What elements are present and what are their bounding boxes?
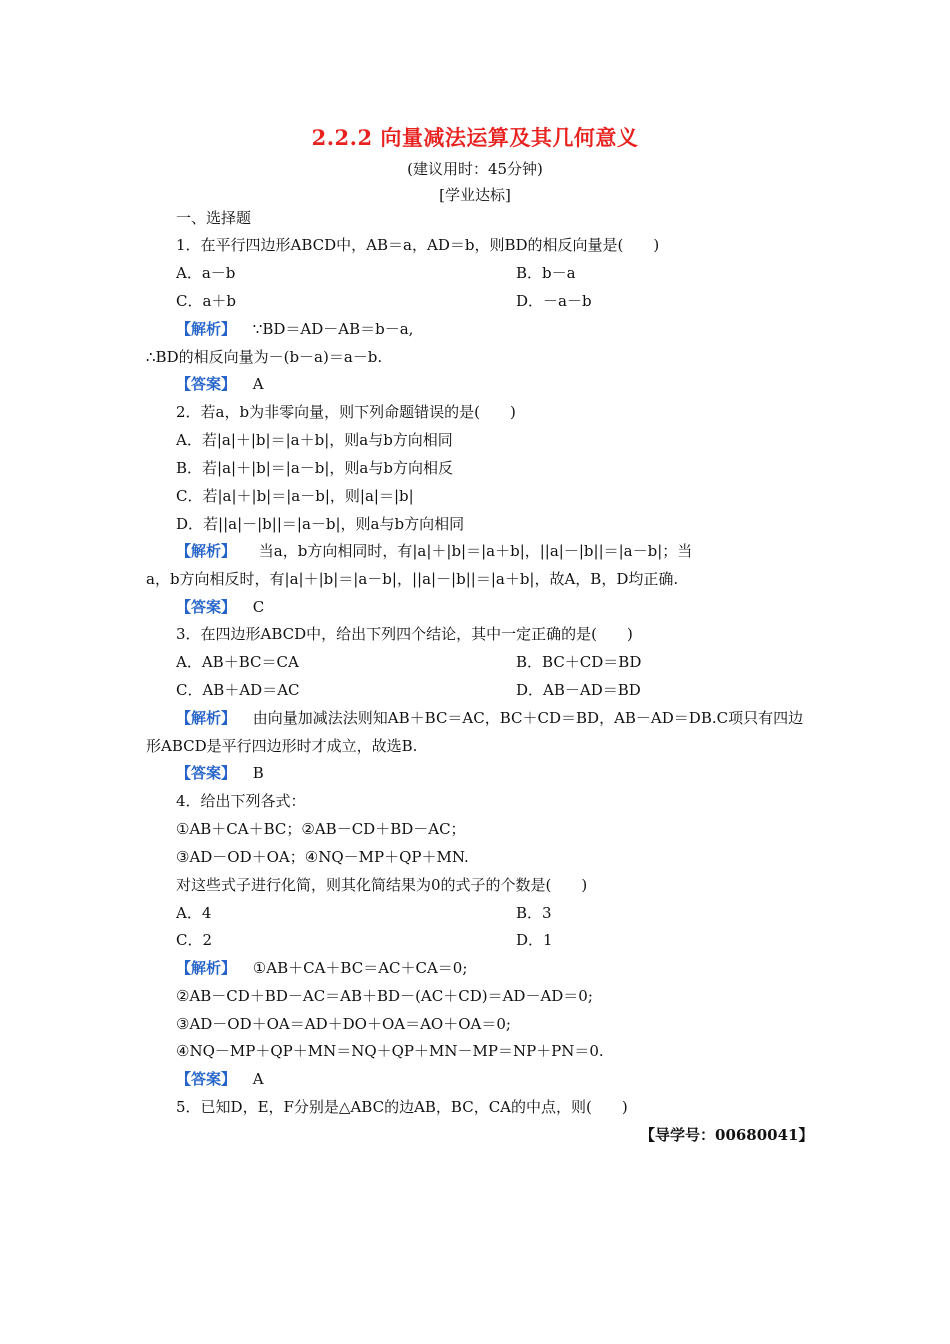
page-title: 2.2.2 向量减法运算及其几何意义 <box>311 125 639 150</box>
analysis-tag: 【解析】 <box>176 959 237 977</box>
q4-formula-2: ③AD－OD＋OA；④NQ－MP＋QP＋MN. <box>176 848 469 866</box>
q2-option-c: C．若|a|＋|b|＝|a－b|，则|a|＝|b| <box>176 487 414 505</box>
q4-answer: A <box>252 1070 264 1088</box>
q4-analysis-line1 <box>176 958 467 978</box>
q2-analysis-line2: a，b方向相反时，有|a|＋|b|＝|a－b|，||a|－|b||＝|a＋b|，故A，B，D均正确. <box>146 570 679 588</box>
q3-option-a: A．AB＋BC＝CA <box>176 653 299 671</box>
q2-answer: C <box>252 598 265 616</box>
q1-option-c: C．a＋b <box>176 292 237 310</box>
time-note: (建议用时：45分钟) <box>407 160 543 178</box>
q1-stem: 1．在平行四边形ABCD中，AB＝a，AD＝b，则BD的相反向量是( ) <box>176 236 660 254</box>
answer-tag: 【答案】 <box>176 375 237 393</box>
q1-answer: A <box>252 375 264 393</box>
q3-answer-line <box>176 763 264 783</box>
q4-option-d: D．1 <box>516 931 553 949</box>
q3-analysis-text1: 由向量加减法法则知AB＋BC＝AC，BC＋CD＝BD，AB－AD＝DB.C项只有四边 <box>252 709 804 727</box>
q4-answer-line <box>176 1069 264 1089</box>
analysis-tag: 【解析】 <box>176 542 237 560</box>
q4-formula-1: ①AB＋CA＋BC；②AB－CD＋BD－AC； <box>176 820 466 838</box>
q4-option-c: C．2 <box>176 931 213 949</box>
q2-option-b: B．若|a|＋|b|＝|a－b|，则a与b方向相反 <box>176 459 453 477</box>
analysis-tag: 【解析】 <box>176 709 237 727</box>
q2-stem: 2．若a，b为非零向量，则下列命题错误的是( ) <box>176 403 516 421</box>
q2-answer-line <box>176 597 264 617</box>
q4-option-a: A．4 <box>176 904 212 922</box>
q2-analysis-text1: 当a，b方向相同时，有|a|＋|b|＝|a＋b|，||a|－|b||＝|a－b|；当 <box>258 542 693 560</box>
q3-option-b: B．BC＋CD＝BD <box>516 653 642 671</box>
q1-analysis-line2: ∴BD的相反向量为－(b－a)＝a－b. <box>146 348 383 366</box>
q2-analysis-line1 <box>176 541 692 561</box>
q5-stem: 5．已知D，E，F分别是△ABC的边AB，BC，CA的中点，则( ) <box>176 1098 628 1116</box>
q4-analysis-line3: ③AD－OD＋OA＝AD＋DO＋OA＝AO＋OA＝0; <box>176 1015 511 1033</box>
q3-answer: B <box>252 764 264 782</box>
q4-analysis-text1: ①AB＋CA＋BC＝AC＋CA＝0; <box>252 959 468 977</box>
answer-tag: 【答案】 <box>176 598 237 616</box>
q3-option-c: C．AB＋AD＝AC <box>176 681 300 699</box>
q1-answer-line <box>176 374 264 394</box>
q2-option-d: D．若||a|－|b||＝|a－b|，则a与b方向相同 <box>176 515 465 533</box>
q4-analysis-line2: ②AB－CD＋BD－AC＝AB＋BD－(AC＋CD)＝AD－AD＝0; <box>176 987 593 1005</box>
answer-tag: 【答案】 <box>176 1070 237 1088</box>
q1-option-d: D．－a－b <box>516 292 592 310</box>
q4-stem: 4．给出下列各式： <box>176 792 306 810</box>
q1-option-b: B．b－a <box>516 264 576 282</box>
q2-option-a: A．若|a|＋|b|＝|a＋b|，则a与b方向相同 <box>176 431 453 449</box>
q1-analysis-line1 <box>176 319 413 339</box>
guide-number: 【导学号：00680041】 <box>640 1126 814 1144</box>
q4-analysis-line4: ④NQ－MP＋QP＋MN＝NQ＋QP＋MN－MP＝NP＋PN＝0. <box>176 1042 604 1060</box>
q3-analysis-line1 <box>176 708 803 728</box>
q4-option-b: B．3 <box>516 904 552 922</box>
part-heading: 一、选择题 <box>176 209 252 227</box>
q3-stem: 3．在四边形ABCD中，给出下列四个结论，其中一定正确的是( ) <box>176 625 633 643</box>
q3-option-d: D．AB－AD＝BD <box>516 681 641 699</box>
q3-analysis-line2: 形ABCD是平行四边形时才成立，故选B. <box>146 737 418 755</box>
q4-question: 对这些式子进行化简，则其化简结果为0的式子的个数是( ) <box>176 876 588 894</box>
answer-tag: 【答案】 <box>176 764 237 782</box>
section-label: [学业达标] <box>439 186 511 204</box>
q1-analysis-text1: ∵BD＝AD－AB＝b－a, <box>252 320 414 338</box>
q1-option-a: A．a－b <box>176 264 236 282</box>
analysis-tag: 【解析】 <box>176 320 237 338</box>
